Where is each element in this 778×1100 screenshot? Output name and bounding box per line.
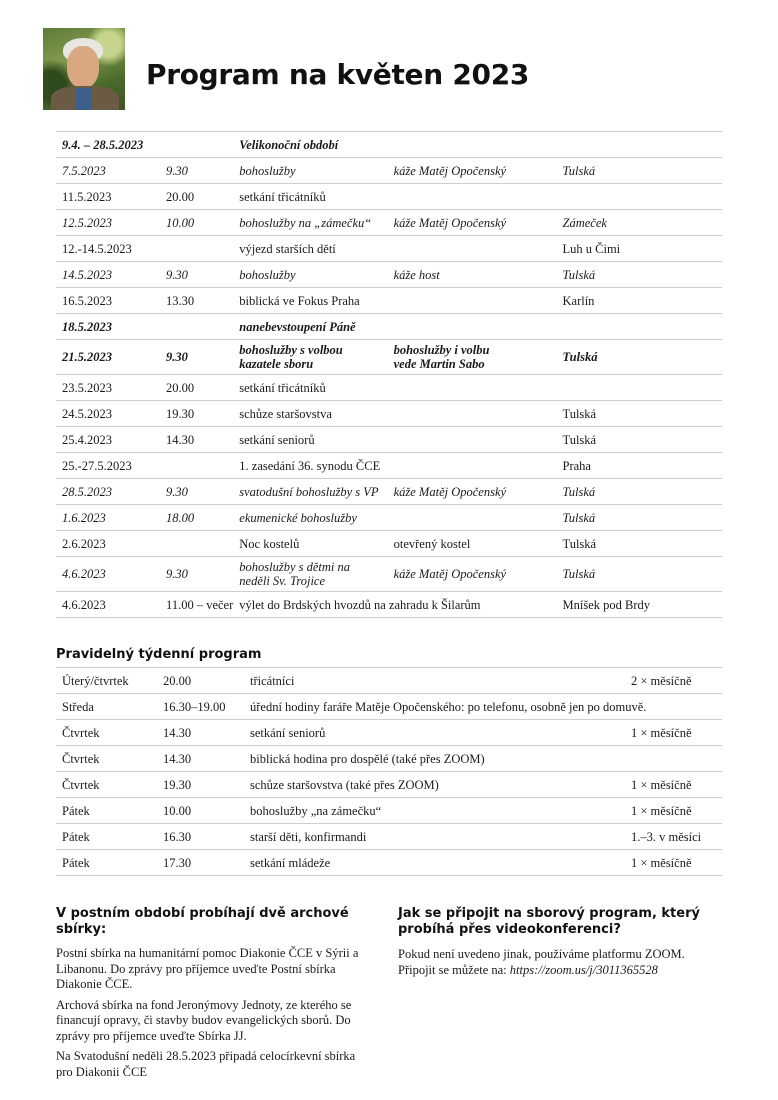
table-cell: 25.4.2023 — [56, 427, 160, 453]
table-cell: biblická ve Fokus Praha — [233, 288, 387, 314]
table-cell: Pátek — [56, 824, 157, 850]
weekly-program-table — [56, 667, 722, 876]
portrait-photo — [43, 28, 125, 110]
table-cell: 1.–3. v měsíci — [625, 824, 722, 850]
table-cell: 14.30 — [160, 427, 233, 453]
table-cell: setkání mládeže — [244, 850, 625, 876]
table-cell: 25.-27.5.2023 — [56, 453, 160, 479]
table-cell: bohoslužby s volbou kazatele sboru — [233, 340, 387, 375]
table-cell: bohoslužby — [233, 262, 387, 288]
table-row — [56, 772, 722, 798]
table-cell: 1.6.2023 — [56, 505, 160, 531]
table-cell — [160, 314, 233, 340]
table-row — [56, 531, 722, 557]
table-row — [56, 798, 722, 824]
table-cell: káže host — [388, 262, 557, 288]
table-cell — [557, 184, 723, 210]
table-row — [56, 288, 722, 314]
table-row — [56, 262, 722, 288]
table-cell: 2.6.2023 — [56, 531, 160, 557]
table-cell: 18.00 — [160, 505, 233, 531]
table-row — [56, 401, 722, 427]
table-cell: bohoslužby i volbu vede Martin Sabo — [388, 340, 557, 375]
table-cell: Tulská — [557, 262, 723, 288]
table-cell: Zámeček — [557, 210, 723, 236]
table-cell: Mníšek pod Brdy — [557, 592, 723, 618]
table-cell: 9.4. – 28.5.2023 — [56, 132, 160, 158]
table-cell: úřední hodiny faráře Matěje Opočenského: po telefonu, osobně jen po domuvě. — [244, 694, 722, 720]
table-cell: 1. zasedání 36. synodu ČCE — [233, 453, 387, 479]
table-cell: 20.00 — [160, 375, 233, 401]
table-cell: 9.30 — [160, 557, 233, 592]
table-row — [56, 210, 722, 236]
table-cell: 4.6.2023 — [56, 592, 160, 618]
table-cell — [160, 453, 233, 479]
table-cell: Tulská — [557, 505, 723, 531]
table-cell: 28.5.2023 — [56, 479, 160, 505]
schedule-table — [56, 131, 722, 618]
table-row — [56, 746, 722, 772]
table-row — [56, 427, 722, 453]
table-cell: 12.5.2023 — [56, 210, 160, 236]
table-cell: bohoslužby na „zámečku“ — [233, 210, 387, 236]
table-cell: 20.00 — [160, 184, 233, 210]
table-row — [56, 479, 722, 505]
table-cell: bohoslužby „na zámečku“ — [244, 798, 625, 824]
table-cell: 11.00 – večer — [160, 592, 233, 618]
table-cell — [557, 314, 723, 340]
table-cell: Čtvrtek — [56, 746, 157, 772]
table-cell: Tulská — [557, 401, 723, 427]
table-cell — [388, 427, 557, 453]
table-cell: výlet do Brdských hvozdů na zahradu k Šilarům — [233, 592, 556, 618]
videoconference-section — [398, 906, 720, 983]
table-cell: otevřený kostel — [388, 531, 557, 557]
table-cell: schůze staršovstva — [233, 401, 387, 427]
table-cell: 24.5.2023 — [56, 401, 160, 427]
table-cell: nanebevstoupení Páně — [233, 314, 387, 340]
table-cell: schůze staršovstva (také přes ZOOM) — [244, 772, 625, 798]
table-cell: 10.00 — [160, 210, 233, 236]
table-row — [56, 375, 722, 401]
table-cell: Luh u Čimi — [557, 236, 723, 262]
table-cell: starší děti, konfirmandi — [244, 824, 625, 850]
table-cell — [160, 132, 233, 158]
table-row — [56, 824, 722, 850]
table-cell: 19.30 — [160, 401, 233, 427]
table-cell: třicátníci — [244, 668, 625, 694]
table-cell: 1 × měsíčně — [625, 798, 722, 824]
table-cell: káže Matěj Opočenský — [388, 479, 557, 505]
table-cell: bohoslužby s dětmi na neděli Sv. Trojice — [233, 557, 387, 592]
weekly-program-heading: Pravidelný týdenní program — [56, 647, 262, 662]
table-cell — [160, 531, 233, 557]
table-cell: 1 × měsíčně — [625, 772, 722, 798]
table-row — [56, 453, 722, 479]
table-cell: Noc kostelů — [233, 531, 387, 557]
table-cell: 23.5.2023 — [56, 375, 160, 401]
table-cell: setkání seniorů — [244, 720, 625, 746]
table-cell — [160, 236, 233, 262]
table-row — [56, 592, 722, 618]
table-cell — [388, 401, 557, 427]
table-cell: 14.5.2023 — [56, 262, 160, 288]
table-cell: 9.30 — [160, 262, 233, 288]
table-cell — [388, 453, 557, 479]
table-cell: 18.5.2023 — [56, 314, 160, 340]
collections-paragraph-2: Archová sbírka na fond Jeronýmovy Jednoty, ze kterého se financují opravy, či stavby budov evangelických sborů. Do zprávy pro příjemce uveďte Sbírka JJ. — [56, 997, 352, 1043]
table-cell: Tulská — [557, 340, 723, 375]
table-cell: biblická hodina pro dospělé (také přes ZOOM) — [244, 746, 625, 772]
table-cell: 20.00 — [157, 668, 244, 694]
table-cell: Úterý/čtvrtek — [56, 668, 157, 694]
table-cell: Tulská — [557, 557, 723, 592]
page-title: Program na květen 2023 — [146, 58, 530, 91]
table-row — [56, 850, 722, 876]
table-row — [56, 557, 722, 592]
table-row — [56, 158, 722, 184]
table-cell — [388, 288, 557, 314]
table-cell: Karlín — [557, 288, 723, 314]
table-cell: Pátek — [56, 850, 157, 876]
table-row — [56, 184, 722, 210]
table-cell: 14.30 — [157, 746, 244, 772]
table-cell: 4.6.2023 — [56, 557, 160, 592]
table-cell: setkání seniorů — [233, 427, 387, 453]
table-cell: 9.30 — [160, 158, 233, 184]
table-cell: Středa — [56, 694, 157, 720]
table-cell: káže Matěj Opočenský — [388, 557, 557, 592]
table-cell: káže Matěj Opočenský — [388, 158, 557, 184]
table-row — [56, 340, 722, 375]
table-cell: výjezd starších dětí — [233, 236, 387, 262]
collections-paragraph-3: Na Svatodušní neděli 28.5.2023 připadá celocírkevní sbírka pro Diakonii ČCE — [56, 1049, 356, 1079]
table-cell: 13.30 — [160, 288, 233, 314]
table-cell: 21.5.2023 — [56, 340, 160, 375]
table-cell — [388, 375, 557, 401]
table-cell: Tulská — [557, 479, 723, 505]
table-cell: 10.00 — [157, 798, 244, 824]
table-cell: 1 × měsíčně — [625, 850, 722, 876]
table-row — [56, 314, 722, 340]
table-cell: 16.5.2023 — [56, 288, 160, 314]
table-cell: 19.30 — [157, 772, 244, 798]
table-cell — [388, 314, 557, 340]
table-cell: 9.30 — [160, 340, 233, 375]
table-cell: 11.5.2023 — [56, 184, 160, 210]
table-cell — [557, 132, 723, 158]
table-cell: Tulská — [557, 531, 723, 557]
table-cell: svatodušní bohoslužby s VP — [233, 479, 387, 505]
table-cell — [388, 505, 557, 531]
table-cell: 16.30 — [157, 824, 244, 850]
table-row — [56, 505, 722, 531]
table-cell: káže Matěj Opočenský — [388, 210, 557, 236]
table-cell: setkání třicátníků — [233, 184, 387, 210]
table-cell: ekumenické bohoslužby — [233, 505, 387, 531]
collections-section — [56, 906, 374, 1085]
table-cell: Pátek — [56, 798, 157, 824]
table-cell: 1 × měsíčně — [625, 720, 722, 746]
table-cell: 2 × měsíčně — [625, 668, 722, 694]
table-cell: 12.-14.5.2023 — [56, 236, 160, 262]
table-cell — [557, 375, 723, 401]
table-cell: 14.30 — [157, 720, 244, 746]
collections-heading: V postním období probíhají dvě archové sbírky: — [56, 906, 349, 937]
table-cell: bohoslužby — [233, 158, 387, 184]
table-cell: 7.5.2023 — [56, 158, 160, 184]
table-cell: Tulská — [557, 427, 723, 453]
table-cell — [625, 746, 722, 772]
table-cell: Praha — [557, 453, 723, 479]
table-row — [56, 720, 722, 746]
table-cell: 17.30 — [157, 850, 244, 876]
table-cell: setkání třicátníků — [233, 375, 387, 401]
table-cell — [388, 184, 557, 210]
videoconference-heading: Jak se připojit na sborový program, který probíhá přes videokonferenci? — [398, 906, 700, 937]
table-row — [56, 694, 722, 720]
videoconference-paragraph: Pokud není uvedeno jinak, používáme platformu ZOOM. Připojit se můžete na: https://zoom.us/j/3011365528 — [398, 947, 685, 977]
table-cell: Tulská — [557, 158, 723, 184]
zoom-link[interactable]: https://zoom.us/j/3011365528 — [509, 962, 658, 977]
table-cell: Čtvrtek — [56, 772, 157, 798]
table-cell — [388, 236, 557, 262]
table-row — [56, 132, 722, 158]
table-cell: 9.30 — [160, 479, 233, 505]
table-row — [56, 668, 722, 694]
table-cell: Čtvrtek — [56, 720, 157, 746]
table-cell: Velikonoční období — [233, 132, 387, 158]
table-row — [56, 236, 722, 262]
table-cell: 16.30–19.00 — [157, 694, 244, 720]
table-cell — [388, 132, 557, 158]
collections-paragraph-1: Postní sbírka na humanitární pomoc Diakonie ČCE v Sýrii a Libanonu. Do zprávy pro příjemce uveďte Postní sbírka Diakonie ČCE. — [56, 946, 359, 991]
